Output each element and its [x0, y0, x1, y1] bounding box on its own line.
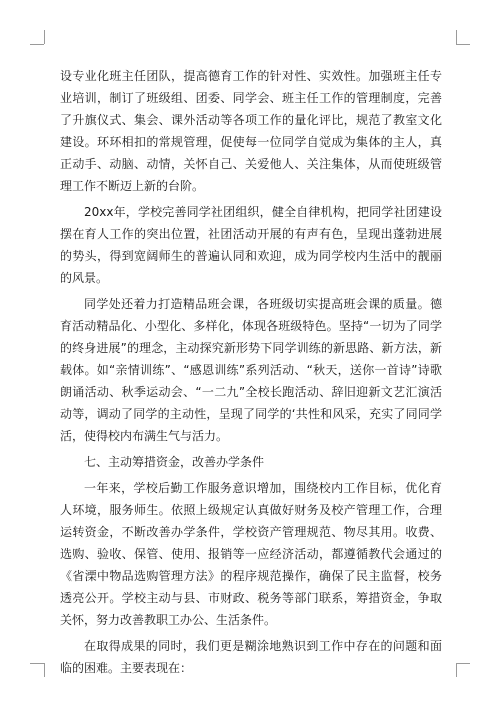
document-body [60, 65, 442, 683]
paragraph-class-management: 设专业化班主任团队，提高德育工作的针对性、实效性。加强班主任专业培训，制订了班级组、团委、同学会、班主任工作的管理制度，完善了升旗仪式、集会、课外活动等各项工作的量化评比，规范了教室文化建设。环环相扣的常规管理，促使每一位同学自觉成为集体的主人，真正动手、动脑、动情，关怀自己、关爱他人、关注集体，从而使班级管理工作不断迈上新的台阶。 [60, 69, 442, 193]
paragraph-logistics: 一年来，学校后勤工作服务意识增加，围绕校内工作目标，优化育人环境，服务师生。依照上级规定认真做好财务及校产管理工作，合理运转资金，不断改善办学条件，学校资产管理规范、物尽其用。收费、选购、验收、保管、使用、报销等一应经济活动，都遵循教代会通过的《省溧中物品选购管理方法》的程序规范操作，确保了民主监督，校务透亮公开。学校主动与县、市财政、税务等部门联系，筹措资金，争取关怀，努力改善教职工办公、生活条件。 [60, 481, 442, 627]
section-heading-funding: 七、主动筹措资金，改善办学条件 [84, 455, 265, 469]
paragraph-class-meetings: 同学处还着力打造精品班会课，各班级切实提高班会课的质量。德育活动精品化、小型化、多样化，体现各班级特色。坚持“一切为了同学的终身进展”的理念，主动探究新形势下同学训练的新思路、新方法，新载体。如“亲情训练”、“感恩训练”系列活动、“秋天，送你一首诗”诗歌朗诵活动、秋季运动会、“一二九”全校长跑活动、辞旧迎新文艺汇演活动等，调动了同学的主动性，呈现了同学的‘共性和风采，充实了同同学活，使得校内布满生气与活力。 [60, 297, 442, 443]
paragraph-problems-intro: 在取得成果的同时，我们更是糊涂地熟识到工作中存在的问题和面临的困难。主要表现在： [60, 639, 442, 675]
paragraph-student-clubs: 20xx年，学校完善同学社团组织，健全自律机构，把同学社团建设摆在育人工作的突出位置，社团活动开展的有声有色，呈现出蓬勃进展的势头，得到宽阔师生的普遍认同和欢迎，成为同学校内生活中的靓丽的风景。 [60, 205, 442, 285]
